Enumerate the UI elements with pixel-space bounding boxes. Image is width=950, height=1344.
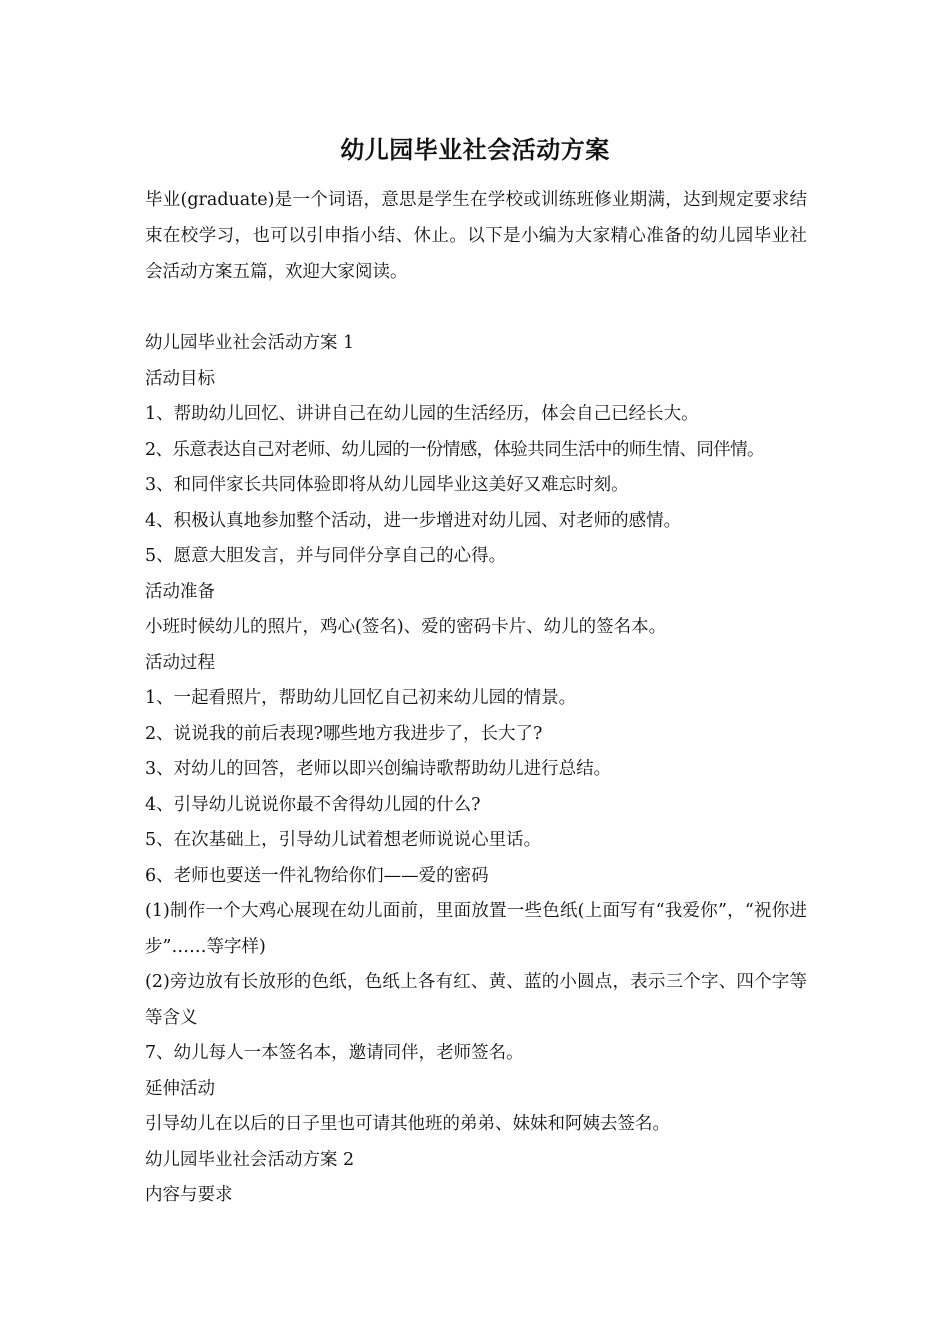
list-item: 4、引导幼儿说说你最不舍得幼儿园的什么? [145,794,481,815]
list-item: (1)制作一个大鸡心展现在幼儿面前，里面放置一些色纸(上面写有“我爱你”，“祝你进步”……等字样) [145,901,807,957]
subheading: 活动过程 [145,652,215,673]
subheading: 活动目标 [145,368,215,389]
list-item: 6、老师也要送一件礼物给你们——爱的密码 [145,865,489,886]
document-title: 幼儿园毕业社会活动方案 [340,135,610,164]
paragraph: 引导幼儿在以后的日子里也可请其他班的弟弟、妹妹和阿姨去签名。 [145,1114,670,1134]
paragraph: 小班时候幼儿的照片，鸡心(签名)、爱的密码卡片、幼儿的签名本。 [145,617,667,637]
list-item: 2、说说我的前后表现?哪些地方我进步了，长大了? [145,723,543,744]
list-item: 3、和同伴家长共同体验即将从幼儿园毕业这美好又难忘时刻。 [145,475,629,495]
list-item: 7、幼儿每人一本签名本，邀请同伴，老师签名。 [145,1043,524,1063]
list-item: 2、乐意表达自己对老师、幼儿园的一份情感，体验共同生活中的师生情、同伴情。 [145,439,764,460]
subheading: 内容与要求 [145,1185,233,1205]
section-heading: 幼儿园毕业社会活动方案 1 [145,333,355,353]
list-item: 1、一起看照片，帮助幼儿回忆自己初来幼儿园的情景。 [145,688,577,708]
subheading: 延伸活动 [145,1078,215,1099]
list-item: 5、愿意大胆发言，并与同伴分享自己的心得。 [145,546,507,566]
intro-paragraph: 毕业(graduate)是一个词语，意思是学生在学校或训练班修业期满，达到规定要求结束在校学习，也可以引申指小结、休止。以下是小编为大家精心准备的幼儿园毕业社会活动方案五篇，欢迎大家阅读。 [145,190,807,282]
list-item: (2)旁边放有长放形的色纸，色纸上各有红、黄、蓝的小圆点，表示三个字、四个字等等含义 [145,972,807,1028]
list-item: 1、帮助幼儿回忆、讲讲自己在幼儿园的生活经历，体会自己已经长大。 [145,404,699,424]
list-item: 3、对幼儿的回答，老师以即兴创编诗歌帮助幼儿进行总结。 [145,759,612,779]
section-heading: 幼儿园毕业社会活动方案 2 [145,1149,355,1170]
list-item: 4、积极认真地参加整个活动，进一步增进对幼儿园、对老师的感情。 [145,510,682,531]
document-body [145,326,807,1214]
subheading: 活动准备 [145,581,215,602]
list-item: 5、在次基础上，引导幼儿试着想老师说说心里话。 [145,830,542,850]
